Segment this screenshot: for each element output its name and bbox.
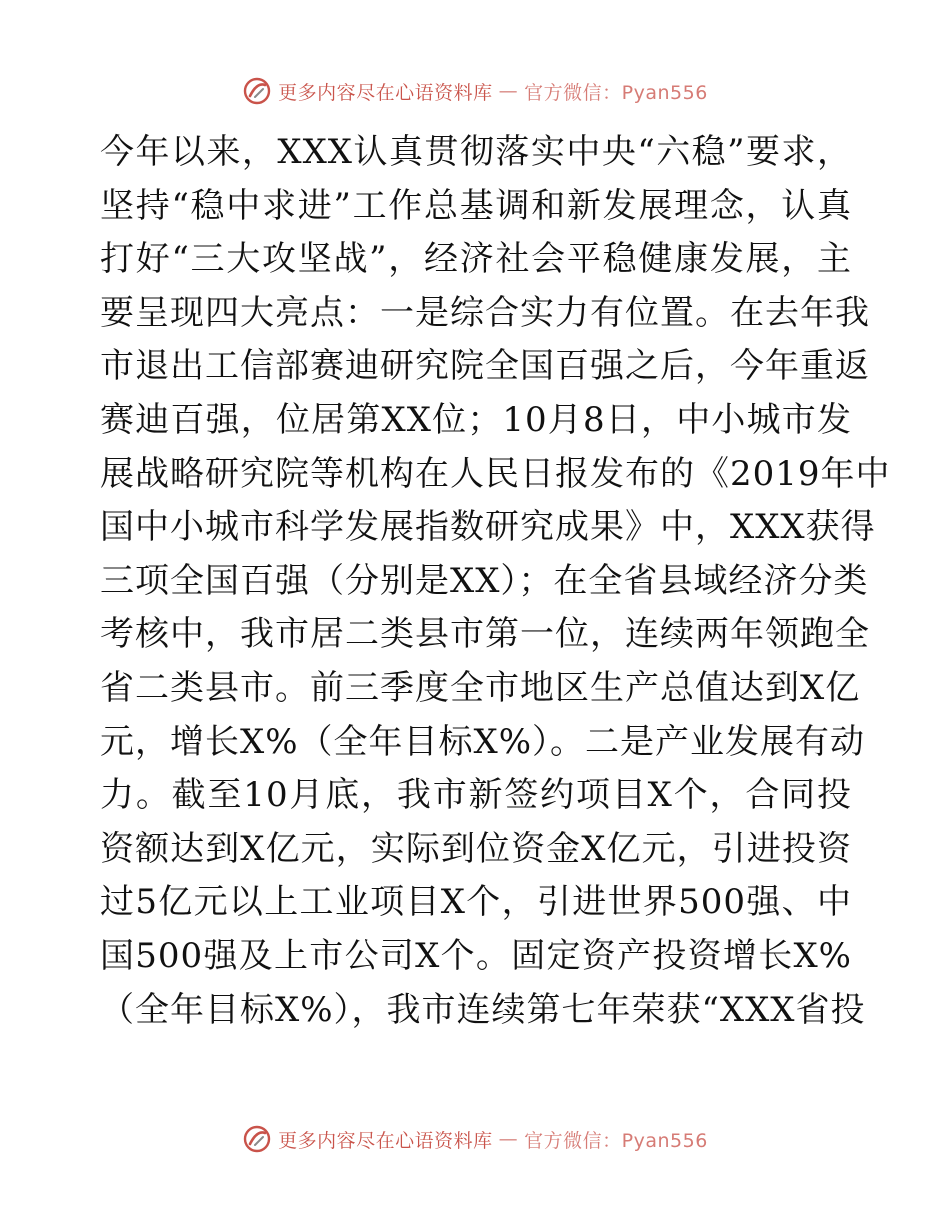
- watermark-wechat: 官方微信：Pyan556: [524, 81, 708, 104]
- paragraph-line: 坚持“稳中求进”工作总基调和新发展理念，认真: [100, 185, 852, 226]
- paragraph-line: 省二类县市。前三季度全市地区生产总值达到X亿: [100, 667, 861, 708]
- watermark-wechat: 官方微信：Pyan556: [524, 1129, 708, 1152]
- paragraph-line: 要呈现四大亮点：一是综合实力有位置。在去年我: [100, 292, 870, 333]
- watermark-separator: —: [498, 1128, 519, 1150]
- watermark-text: 更多内容尽在心语资料库: [278, 81, 493, 104]
- paragraph-line: 市退出工信部赛迪研究院全国百强之后，今年重返: [100, 346, 870, 387]
- paragraph-line: （全年目标X%），我市连续第七年荣获“XXX省投: [100, 989, 866, 1030]
- watermark-logo-icon: [242, 76, 272, 106]
- footer-watermark: [0, 1124, 950, 1154]
- watermark-text: 更多内容尽在心语资料库: [278, 1129, 493, 1152]
- header-watermark: [0, 76, 950, 106]
- paragraph-line: 资额达到X亿元，实际到位资金X亿元，引进投资: [100, 828, 852, 869]
- paragraph-line: 三项全国百强（分别是XX）；在全省县域经济分类: [100, 560, 869, 601]
- paragraph-line: 国中小城市科学发展指数研究成果》中，XXX获得: [100, 507, 876, 548]
- paragraph-line: 今年以来，XXX认真贯彻落实中央“六稳”要求，: [100, 132, 852, 172]
- paragraph-line: 过5亿元以上工业项目X个，引进世界500强、中: [100, 882, 852, 923]
- paragraph-line: 赛迪百强，位居第XX位；10月8日，中小城市发: [100, 399, 852, 440]
- watermark-logo-icon: [242, 1124, 272, 1154]
- watermark-separator: —: [498, 80, 519, 102]
- document-paragraph: [100, 126, 891, 1037]
- paragraph-line: 元，增长X%（全年目标X%）。二是产业发展有动: [100, 721, 866, 762]
- paragraph-line: 力。截至10月底，我市新签约项目X个，合同投: [100, 775, 852, 816]
- paragraph-line: 国500强及上市公司X个。固定资产投资增长X%: [100, 935, 852, 976]
- paragraph-line: 考核中，我市居二类县市第一位，连续两年领跑全: [100, 614, 870, 655]
- paragraph-line: 打好“三大攻坚战”，经济社会平稳健康发展，主: [100, 239, 852, 280]
- paragraph-line: 展战略研究院等机构在人民日报发布的《2019年中: [100, 453, 891, 494]
